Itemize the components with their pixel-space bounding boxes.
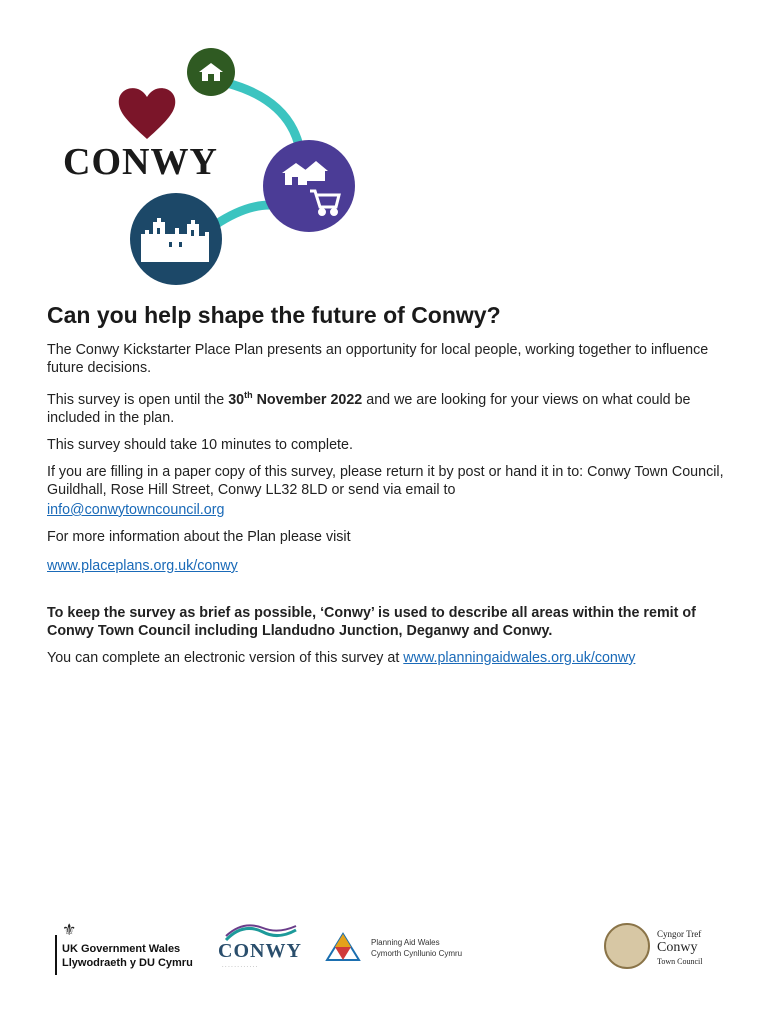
email-paragraph: [47, 501, 727, 519]
paw-line1: Planning Aid Wales: [371, 938, 440, 947]
town-seal-icon: [604, 923, 650, 969]
deadline-day: 30: [228, 391, 245, 408]
ukgov-line2: Llywodraeth y DU Cymru: [62, 957, 193, 969]
plan-link-paragraph: [47, 557, 727, 575]
planning-aid-wales-logo: [323, 930, 483, 965]
royal-crest-icon: ⚜: [62, 922, 77, 939]
house-circle: [187, 48, 235, 96]
deadline-paragraph: [47, 386, 727, 427]
triangle-icon: [323, 932, 363, 962]
deadline-sup: th: [244, 390, 253, 400]
logo-divider: [55, 935, 57, 975]
shop-circle: [263, 140, 355, 232]
house-icon: [196, 61, 226, 83]
wave-icon: [218, 920, 300, 942]
conwy-logo-subtitle: · · · · · · · · · · · ·: [222, 964, 258, 970]
conwy-logo-name: CONWY: [218, 940, 302, 962]
conwy-logo: [55, 45, 365, 285]
duration-paragraph: This survey should take 10 minutes to complete.: [47, 436, 353, 453]
deadline-text-post: and we are looking for your views on what could be included in the plan.: [47, 391, 691, 426]
ctc-line1: Cyngor Tref: [657, 929, 702, 939]
paper-copy-text: If you are filling in a paper copy of this survey, please return it by post or hand it in to: Conwy Town Council, Guildhall, Rose Hill Street, Conwy LL32 8LD or send via email to: [47, 463, 724, 498]
shopping-cart-icon: [310, 191, 339, 215]
email-link[interactable]: info@conwytowncouncil.org: [47, 501, 225, 518]
more-info-paragraph: For more information about the Plan please visit: [47, 528, 351, 545]
conwy-wordmark: CONWY: [63, 141, 218, 183]
electronic-link[interactable]: www.planningaidwales.org.uk/conwy: [403, 649, 636, 666]
paper-copy-paragraph: [47, 463, 727, 499]
paw-line2: Cymorth Cynllunio Cymru: [371, 949, 463, 958]
survey-intro: [47, 302, 727, 676]
deadline-month: November 2022: [252, 391, 363, 408]
partner-logos: [0, 915, 770, 985]
castle-icon: [139, 214, 213, 264]
electronic-paragraph: [47, 649, 727, 667]
deadline-text-pre: This survey is open until the: [47, 391, 229, 408]
conwy-council-logo: [218, 920, 300, 975]
heart-icon: [117, 85, 177, 141]
ctc-line2: Conwy: [657, 940, 698, 955]
brief-paragraph: To keep the survey as brief as possible, ‘Conwy’ is used to describe all areas within the remit of Conwy Town Council including Llandudno Junction, Deganwy and Conwy.: [47, 604, 696, 639]
plan-link[interactable]: www.placeplans.org.uk/conwy: [47, 557, 238, 574]
intro-paragraph: The Conwy Kickstarter Place Plan presents an opportunity for local people, working together to influence future decisions.: [47, 342, 709, 376]
ctc-line3: Town Council: [657, 957, 703, 966]
electronic-text: You can complete an electronic version of this survey at: [47, 649, 404, 666]
deadline-date: [228, 392, 362, 408]
conwy-town-council-logo: [604, 923, 724, 973]
castle-circle: [130, 193, 222, 285]
house-shop-icon: [274, 151, 344, 221]
ukgov-line1: UK Government Wales: [62, 943, 181, 955]
page-title: Can you help shape the future of Conwy?: [47, 302, 501, 328]
